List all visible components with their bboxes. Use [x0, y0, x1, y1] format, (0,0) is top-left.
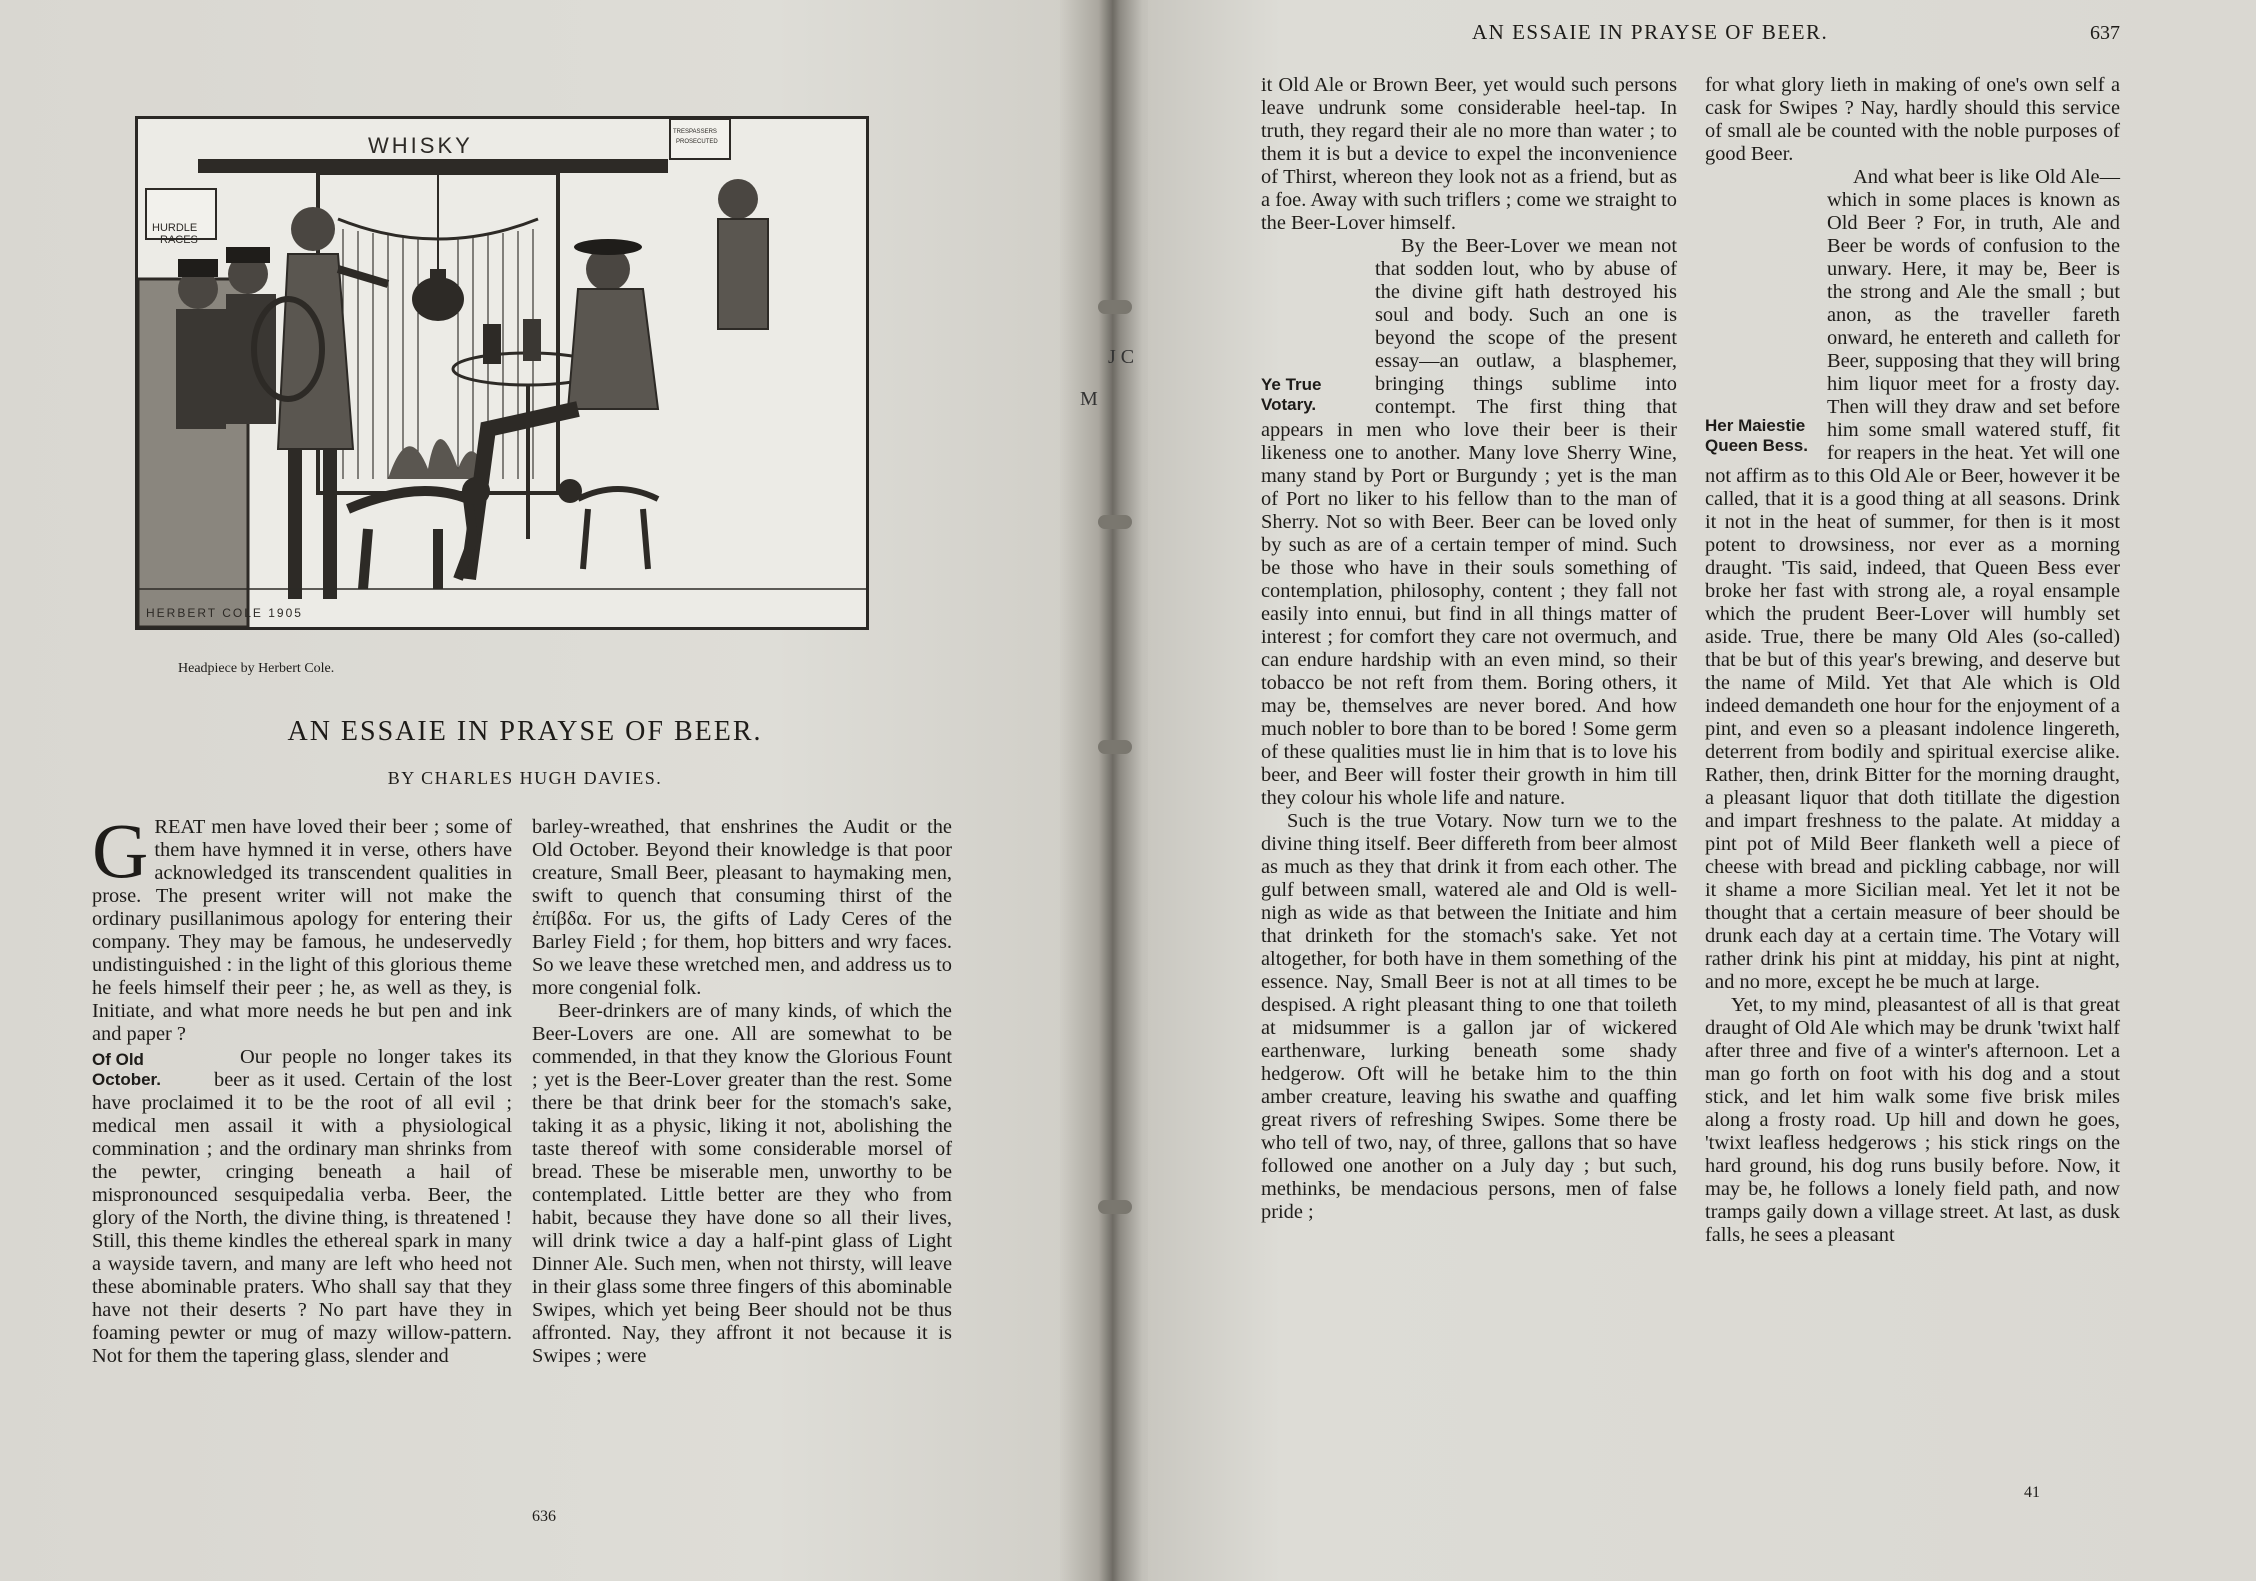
paragraph: And what beer is like Old Ale—which in some places is known as Old Beer ? For, in truth, Ale and Beer be words of confusion to the unwary. Here, it may be, Beer is the strong and Ale the small ; but anon, as the traveller fareth onward, he entereth and calleth for Beer, supposing that they will bring him liquor meet for a frosty day. Then will they draw and set before him some small watered stuff, fit for reapers in the heat. Yet will one not affirm as to this Old Ale or Beer, however it be called, that it is a good thing at all seasons. Drink it not in the heat of summer, for then is it most potent to drowsiness, nor ever as a morning draught. 'Tis said, indeed, that Queen Bess ever broke her fast with strong ale, a royal ensample which the prudent Beer-Lover will humbly set aside. True, there be many Old Ales (so-called) that be but of this year's brewing, and deserve but the name of Mild. Yet that Ale which is Old indeed demandeth one hour for the enjoyment of a pint, and even so a pleasant indolence lingereth, deterrent from bodily and spiritual exercise alike. Rather, then, drink Bitter for the morning draught, a pleasant liquor that doth titillate the digestion and impart freshness to the palate. At midday a pint pot of Mild Beer flanketh well a piece of cheese with bread and pickling cabbage, nor will it shame a more Sicilian meal. Yet let it not be thought that a certain measure of beer should be drunk each day at a certain time. The Votary will rather drink his pint at midday, his pint at night, and no more, except he be much at large.: [1705, 166, 2120, 993]
gutter-fragment: M: [1080, 388, 1098, 410]
svg-text:HURDLE: HURDLE: [152, 222, 198, 234]
illustration-caption: Headpiece by Herbert Cole.: [178, 661, 335, 676]
paragraph: Beer-drinkers are of many kinds, of which the Beer-Lovers are one. All are somewhat to be commended, in that they know the Glorious Fount ; yet is the Beer-Lover greater than the rest. Some there be that drink beer for the stomach's sake, taking it as a physic, liking it not, abolishing the taste thereof with some considerable morsel of bread. These be miserable men, unworthy to be contemplated. Little better are they who from habit, because they have done so all their lives, will drink twice a day a half-pint glass of Light Dinner Ale. Such men, when not thirsty, will leave in their glass some three fingers of this abominable Swipes, which yet being Beer should not be thus affronted. Nay, they affront it not because it is Swipes ; were: [532, 1000, 952, 1367]
sidenote-her-maiestie-queen-bess: Her Maiestie Queen Bess.: [1705, 416, 1808, 455]
paragraph: Our people no longer takes its beer as it used. Certain of the lost have proclaimed it to be the root of all evil ; medical men assail it with a physiological commination ; and the ordinary man shrinks from the pewter, cringing beneath a hail of mispronounced sesquipedalia verba. Beer, the glory of the North, the divine thing, is threatened ! Still, this theme kindles the ethereal spark in many a wayside tavern, and many are left who heed not these abominable praters. Who shall say that they have not their deserts ? No part have they in foaming pewter or mug of mazy willow-pattern. Not for them the tapering glass, slender and: [92, 1046, 512, 1367]
sidenote-ye-true-votary: Ye True Votary.: [1261, 375, 1322, 414]
drop-cap: G: [92, 807, 149, 894]
paragraph: it Old Ale or Brown Beer, yet would such persons leave undrunk some considerable heel-tap. In truth, they regard their ale no more than water ; to them it is but a device to expel the inconvenience of Thirst, whereon they look not as a friend, but as a foe. Away with such triflers ; come we straight to the Beer-Lover himself.: [1261, 74, 1677, 234]
page-number-right: 637: [2090, 22, 2120, 44]
paragraph: Yet, to my mind, pleasantest of all is that great draught of Old Ale which may be drunk 'twixt half after three and five of a winter's afternoon. Let a man go forth on foot with his dog and a stout stick, and let him walk some five brisk miles along a frosty road. Up hill and down he goes, 'twixt leafless hedgerows ; his stick rings on the hard ground, his dog runs busily before. Now, it may be, he follows a lonely field path, and now tramps gaily down a village street. At last, as dusk falls, he sees a pleasant: [1705, 994, 2120, 1246]
svg-text:PROSECUTED: PROSECUTED: [676, 139, 718, 145]
paragraph: By the Beer-Lover we mean not that sodden lout, who by abuse of the divine gift hath destroyed his soul and body. Such an one is beyond the scope of the present essay—an outlaw, a blasphemer, bringing things sublime into contempt. The first thing that appears in men who love their beer is their likeness one to another. Many love Sherry Wine, many stand by Port or Burgundy ; yet is the man of Port no liker to his fellow than to the man of Sherry. Not so with Beer. Beer can be loved only by such as are of a certain temper of mind. Such be those who have in their souls something of contemplation, philosophy, content ; they fall not easily into ennui, but find in all things matter of interest ; for comfort they care not overmuch, and can endure hardship with an even mind, so their tobacco be not reft from them. Boring others, it may be, themselves are never bored. And how much nobler to bore than to be bored ! Some germ of these qualities must lie in him that is to love his beer, and Beer will foster their growth in him till they colour his whole life and nature.: [1261, 235, 1677, 809]
text-column-4: [1705, 74, 2120, 1247]
left-page: [0, 0, 1108, 1581]
running-head: AN ESSAIE IN PRAYSE OF BEER.: [1472, 20, 1829, 44]
text-column-3: [1261, 74, 1677, 1224]
binding-stitch: [1098, 300, 1132, 314]
sidenote-of-old-october: Of Old October.: [92, 1050, 161, 1089]
svg-text:RACES: RACES: [160, 234, 198, 246]
article-title: AN ESSAIE IN PRAYSE OF BEER.: [287, 716, 763, 747]
paragraph: for what glory lieth in making of one's own self a cask for Swipes ? Nay, hardly should this service of small ale be counted with the noble purposes of good Beer.: [1705, 74, 2120, 165]
binding-stitch: [1098, 1200, 1132, 1214]
binding-stitch: [1098, 740, 1132, 754]
paragraph: barley-wreathed, that enshrines the Audit or the Old October. Beyond their knowledge is that poor creature, Small Beer, pleasant to haymaking men, swift to quench that consuming thirst of the ἐπίβδα. For us, the gifts of Lady Ceres of the Barley Field ; for them, hop bitters and wry faces. So we leave these wretched men, and address us to more congenial folk.: [532, 816, 952, 999]
text-column-1: [92, 807, 512, 1368]
article-byline: BY CHARLES HUGH DAVIES.: [387, 768, 663, 788]
gutter-fragment: J C: [1108, 346, 1135, 368]
headpiece-illustration: [135, 116, 869, 630]
page-number-left: 636: [532, 1508, 556, 1525]
paragraph: REAT men have loved their beer ; some of them have hymned it in verse, others have acknowledged its transcendent qualities in prose. The present writer will not make the ordinary pusillanimous apology for entering their company. They may be famous, he undeservedly undistinguished : in the light of this glorious theme he feels himself their peer ; he, as well as they, is Initiate, and what more needs he but pen and ink and paper ?: [92, 816, 512, 1045]
text-column-2: [532, 816, 952, 1368]
tavern-scene-drawing: [138, 119, 866, 627]
svg-text:WHISKY: WHISKY: [368, 133, 473, 158]
binding-stitch: [1098, 515, 1132, 529]
signature-mark: 41: [2024, 1484, 2040, 1501]
paragraph: Such is the true Votary. Now turn we to the divine thing itself. Beer differeth from beer almost as much as they that drink it from each other. The gulf between small, watered ale and Old is well-nigh as wide as that between the Initiate and him that drinketh for the stomach's sake. Yet not altogether, for both have in them something of the essence. Nay, Small Beer is not at all times to be despised. A right pleasant thing to one that toileth at midsummer is a gallon jar of wickered earthenware, lurking beneath some shady hedgerow. Oft will he betake him to the thin amber creature, leaving his swathe and quaffing great rivers of refreshing Swipes. Some there be who tell of two, nay, of three, gallons that so have followed one another on a July day ; but such, methinks, be mendacious persons, men of false pride ;: [1261, 810, 1677, 1223]
svg-text:TRESPASSERS: TRESPASSERS: [673, 129, 717, 135]
artist-signature: HERBERT COLE 1905: [146, 606, 303, 620]
